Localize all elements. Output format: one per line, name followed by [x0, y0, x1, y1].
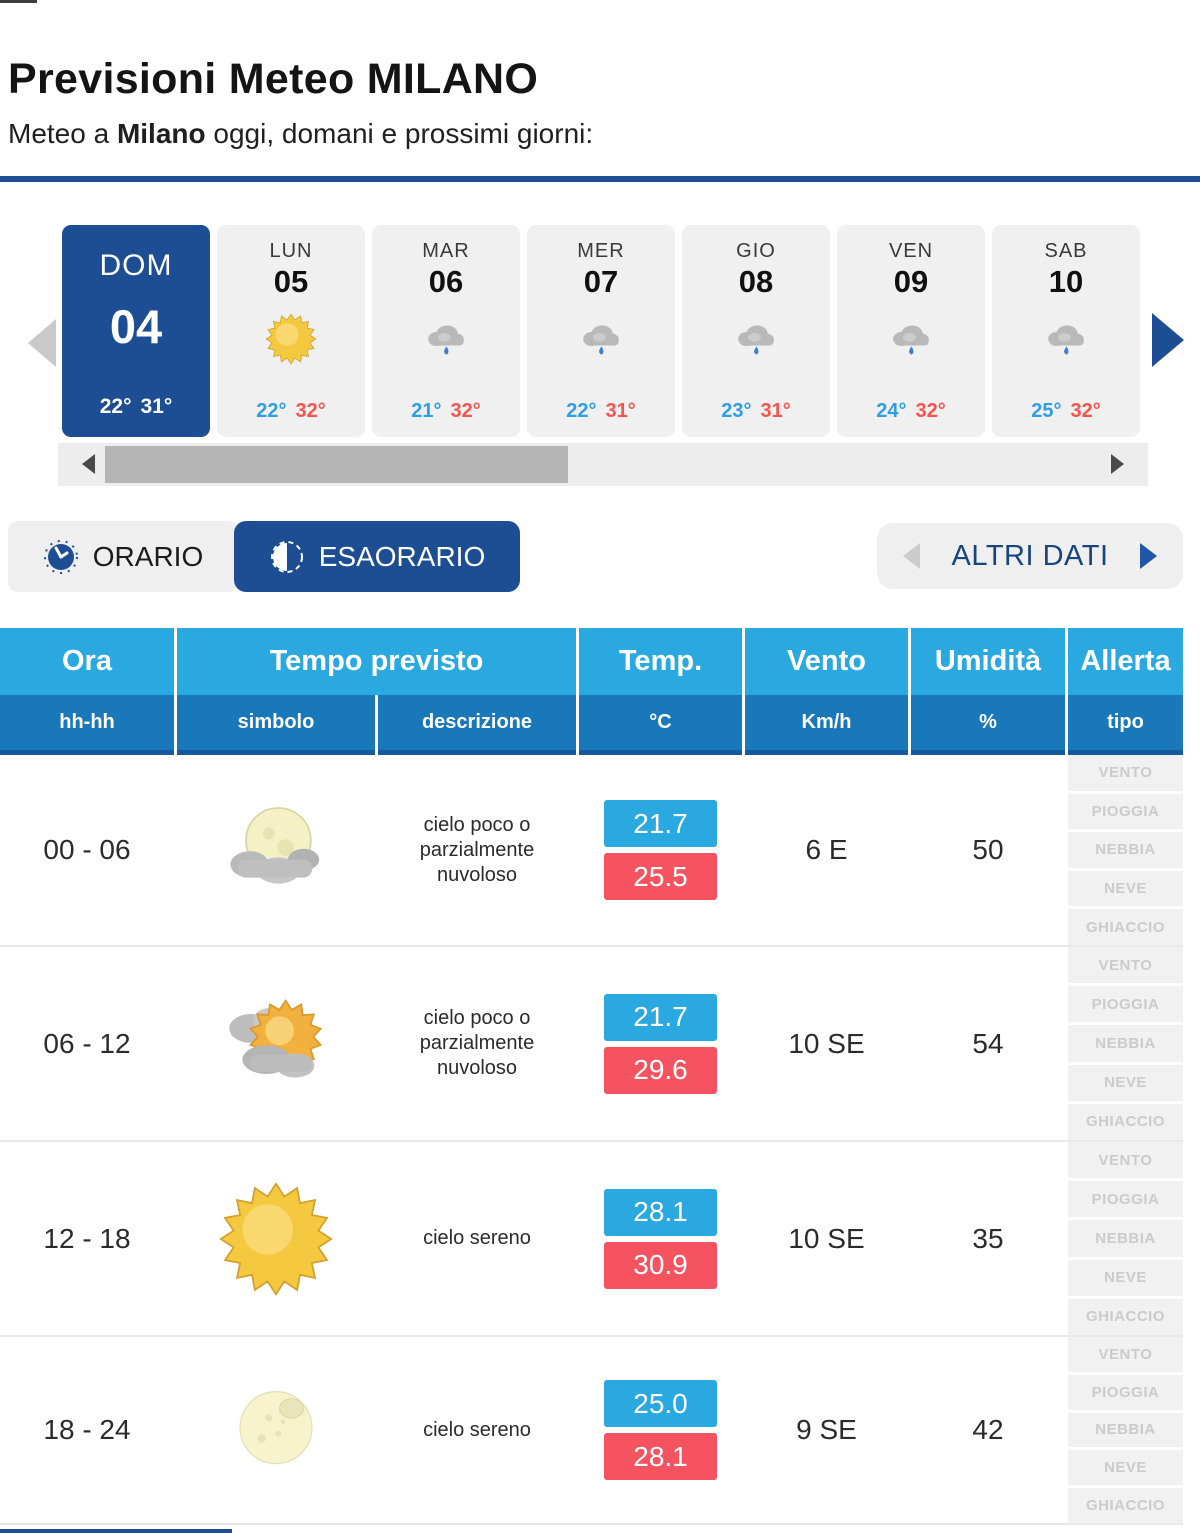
day-card-ven[interactable] — [837, 225, 985, 437]
alert-ghiaccio: GHIACCIO — [1068, 909, 1183, 945]
table-row — [0, 945, 1183, 1140]
day-card-gio[interactable] — [682, 225, 830, 437]
tab-esaorario-label: ESAORARIO — [318, 540, 486, 572]
alert-cell — [1068, 947, 1183, 1140]
scrollbar-right-arrow-icon[interactable] — [1111, 454, 1124, 474]
day-cards — [62, 225, 1140, 437]
sun-icon — [264, 312, 318, 366]
header-tempo-previsto: Tempo previsto — [177, 628, 576, 695]
day-carousel — [0, 225, 1200, 437]
day-number: 05 — [273, 264, 309, 299]
day-number: 09 — [893, 264, 929, 299]
subheader-percent: % — [911, 695, 1065, 755]
altri-dati-label: ALTRI DATI — [951, 539, 1109, 572]
day-number: 07 — [583, 264, 619, 299]
alert-cell — [1068, 1142, 1183, 1335]
page-title: Previsioni Meteo MILANO — [8, 54, 539, 103]
subheader-hh: hh-hh — [0, 695, 174, 755]
clock-icon — [43, 539, 79, 575]
day-temps: 23° 31° — [721, 400, 791, 422]
hours-range: 18 - 24 — [43, 1414, 131, 1445]
day-temps: 22° 31° — [99, 395, 173, 418]
temp-min-badge: 21.7 — [604, 800, 717, 847]
forecast-table — [0, 628, 1183, 1525]
moon-cloud-icon — [216, 790, 336, 910]
alert-cell — [1068, 1337, 1183, 1523]
weather-description: cielo sereno — [423, 1418, 531, 1441]
temperature-cell — [579, 755, 742, 945]
bottom-cutoff-element — [0, 1529, 232, 1533]
alert-nebbia: NEBBIA — [1068, 1025, 1183, 1061]
tab-esaorario[interactable] — [234, 521, 520, 592]
day-number: 06 — [428, 264, 464, 299]
rain-cloud-icon — [1039, 312, 1093, 366]
hours-range: 06 - 12 — [43, 1027, 131, 1059]
alert-nebbia: NEBBIA — [1068, 1413, 1183, 1448]
humidity-value: 50 — [972, 834, 1004, 865]
day-card-sab[interactable] — [992, 225, 1140, 437]
day-name: MAR — [422, 240, 470, 262]
alert-pioggia: PIOGGIA — [1068, 1181, 1183, 1217]
header-allerta: Allerta — [1068, 628, 1183, 695]
alert-neve: NEVE — [1068, 871, 1183, 907]
alert-vento: VENTO — [1068, 755, 1183, 791]
weather-description: cielo poco o parzialmente nuvoloso — [419, 1007, 535, 1079]
scrollbar-left-arrow-icon[interactable] — [82, 454, 95, 474]
day-temps: 21° 32° — [411, 400, 481, 422]
alert-neve: NEVE — [1068, 1260, 1183, 1296]
carousel-prev-icon[interactable] — [28, 319, 56, 367]
header-umidita: Umidità — [911, 628, 1065, 695]
carousel-scrollbar[interactable] — [58, 443, 1148, 486]
day-name: MER — [577, 240, 625, 262]
alert-pioggia: PIOGGIA — [1068, 986, 1183, 1022]
rain-cloud-icon — [884, 312, 938, 366]
rain-cloud-icon — [729, 312, 783, 366]
hours-range: 12 - 18 — [43, 1222, 131, 1254]
temp-max-badge: 29.6 — [604, 1047, 717, 1094]
subheader-descrizione: descrizione — [378, 695, 576, 755]
day-card-lun[interactable] — [217, 225, 365, 437]
day-name: VEN — [888, 240, 934, 262]
day-number: 10 — [1048, 264, 1084, 299]
header-vento: Vento — [745, 628, 908, 695]
day-temps: 24° 32° — [876, 400, 946, 422]
day-temps: 22° 31° — [566, 400, 636, 422]
rain-cloud-icon — [419, 312, 473, 366]
temperature-cell — [579, 947, 742, 1140]
temperature-cell — [579, 1142, 742, 1335]
sun-cloud-icon — [216, 984, 336, 1104]
carousel-next-icon[interactable] — [1152, 313, 1184, 367]
altri-dati-prev-icon[interactable] — [903, 543, 920, 569]
table-row — [0, 755, 1183, 945]
alert-pioggia: PIOGGIA — [1068, 794, 1183, 830]
alert-neve: NEVE — [1068, 1450, 1183, 1485]
city-name: Milano — [116, 118, 206, 149]
temperature-cell — [579, 1337, 742, 1523]
day-temps: 22° 32° — [256, 400, 326, 422]
day-card-mar[interactable] — [372, 225, 520, 437]
header-divider — [0, 176, 1200, 182]
alert-ghiaccio: GHIACCIO — [1068, 1104, 1183, 1140]
weather-description: cielo poco o parzialmente nuvoloso — [419, 813, 535, 886]
header-ora: Ora — [0, 628, 174, 695]
table-row — [0, 1140, 1183, 1335]
day-temps: 25° 32° — [1031, 400, 1101, 422]
table-subheader-row — [0, 695, 1183, 755]
day-name: DOM — [99, 249, 173, 282]
temp-max-badge: 25.5 — [604, 853, 717, 900]
alert-ghiaccio: GHIACCIO — [1068, 1488, 1183, 1523]
temp-min-badge: 21.7 — [604, 994, 717, 1041]
humidity-value: 54 — [972, 1027, 1004, 1059]
temp-max-badge: 28.1 — [604, 1433, 717, 1480]
subheader-tipo: tipo — [1068, 695, 1183, 755]
header-temp: Temp. — [579, 628, 742, 695]
wind-value: 6 E — [805, 834, 848, 865]
alert-neve: NEVE — [1068, 1065, 1183, 1101]
rain-cloud-icon — [574, 312, 628, 366]
day-card-mer[interactable] — [527, 225, 675, 437]
weather-description: cielo sereno — [423, 1227, 531, 1249]
day-name: LUN — [269, 240, 313, 262]
temp-min-badge: 28.1 — [604, 1189, 717, 1236]
alert-nebbia: NEBBIA — [1068, 832, 1183, 868]
day-number: 04 — [109, 300, 163, 353]
scrollbar-thumb[interactable] — [105, 446, 568, 483]
wind-value: 9 SE — [796, 1414, 857, 1445]
subheader-kmh: Km/h — [745, 695, 908, 755]
table-row — [0, 1335, 1183, 1525]
alert-vento: VENTO — [1068, 947, 1183, 983]
tab-orario[interactable] — [8, 521, 238, 592]
alert-vento: VENTO — [1068, 1142, 1183, 1178]
alert-pioggia: PIOGGIA — [1068, 1375, 1183, 1410]
day-name: SAB — [1044, 240, 1088, 262]
hours-range: 00 - 06 — [43, 834, 131, 865]
wind-value: 10 SE — [788, 1027, 865, 1059]
table-header-row — [0, 628, 1183, 695]
sun-icon — [216, 1179, 336, 1299]
wind-value: 10 SE — [788, 1222, 865, 1254]
temp-max-badge: 30.9 — [604, 1242, 717, 1289]
day-name: GIO — [736, 240, 776, 262]
humidity-value: 42 — [972, 1414, 1004, 1445]
alert-vento: VENTO — [1068, 1337, 1183, 1372]
alert-ghiaccio: GHIACCIO — [1068, 1299, 1183, 1335]
temp-min-badge: 25.0 — [604, 1380, 717, 1427]
humidity-value: 35 — [972, 1222, 1004, 1254]
page-subtitle: Meteo a Milano oggi, domani e prossimi giorni: — [8, 118, 594, 149]
subheader-celsius: °C — [579, 695, 742, 755]
day-number: 08 — [738, 264, 774, 299]
altri-dati-control[interactable] — [877, 523, 1183, 589]
subheader-simbolo: simbolo — [177, 695, 375, 755]
alert-nebbia: NEBBIA — [1068, 1220, 1183, 1256]
altri-dati-next-icon[interactable] — [1140, 543, 1157, 569]
half-clock-icon — [269, 539, 305, 575]
day-card-dom[interactable] — [62, 225, 210, 437]
moon-icon — [216, 1370, 336, 1490]
cutoff-artifact — [0, 0, 37, 3]
tab-orario-label: ORARIO — [92, 540, 204, 572]
alert-cell — [1068, 755, 1183, 945]
